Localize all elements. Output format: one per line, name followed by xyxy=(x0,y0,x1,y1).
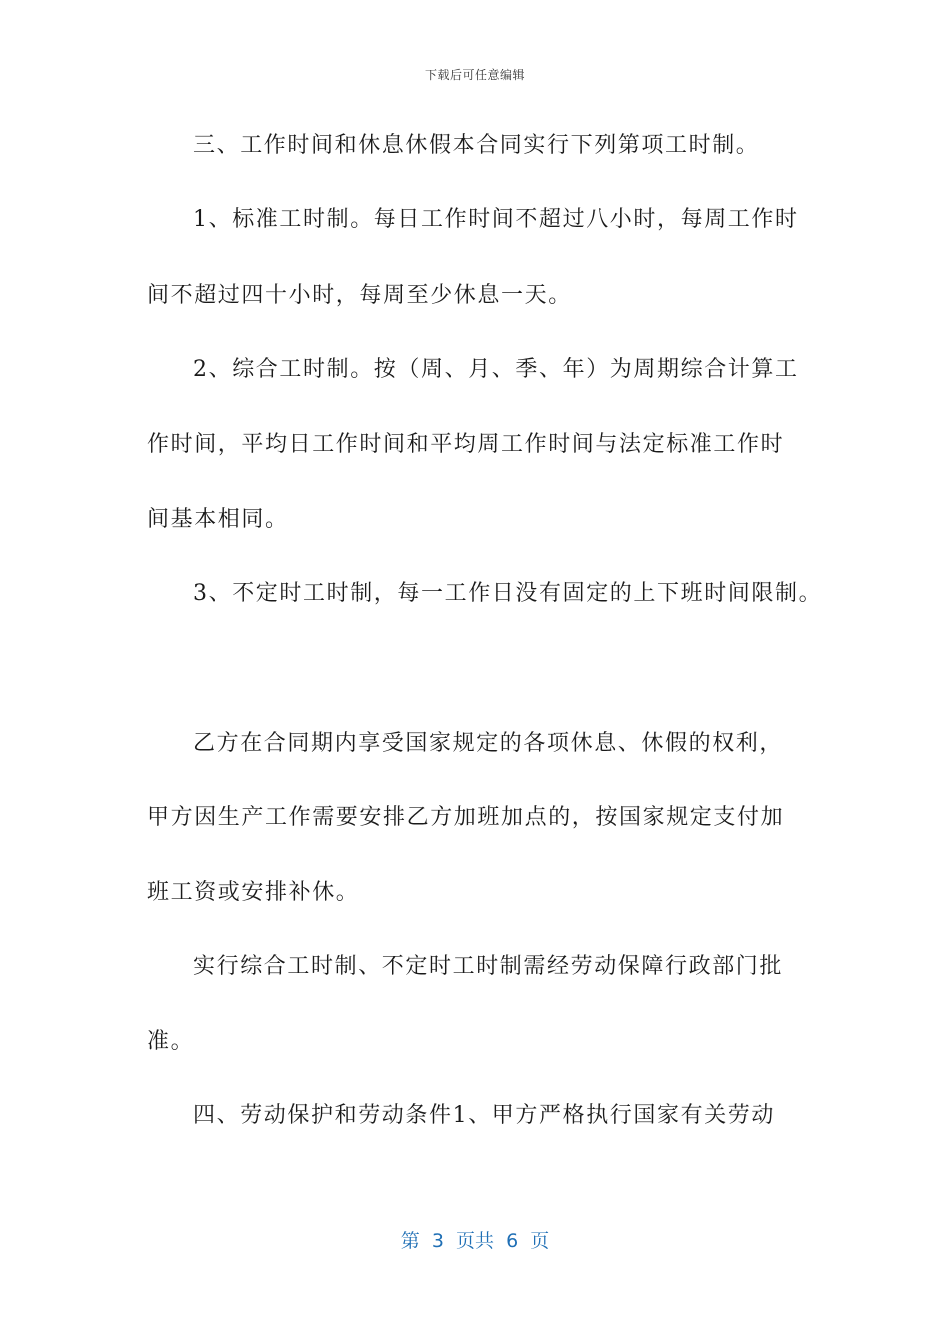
paragraph-line: 甲方因生产工作需要安排乙方加班加点的，按国家规定支付加 xyxy=(147,805,785,830)
paragraph-line: 乙方在合同期内享受国家规定的各项休息、休假的权利， xyxy=(193,731,784,756)
paragraph-line: 作时间，平均日工作时间和平均周工作时间与法定标准工作时 xyxy=(147,432,785,457)
paragraph-line: 2、综合工时制。按（周、月、季、年）为周期综合计算工 xyxy=(193,357,799,382)
header-note: 下载后可任意编辑 xyxy=(424,68,525,82)
paragraph-line: 三、工作时间和休息休假本合同实行下列第项工时制。 xyxy=(193,133,760,158)
paragraph-line: 准。 xyxy=(147,1029,195,1054)
paragraph-line: 间基本相同。 xyxy=(147,507,289,532)
paragraph-line: 3、不定时工时制，每一工作日没有固定的上下班时间限制。 xyxy=(193,581,823,606)
paragraph-line: 实行综合工时制、不定时工时制需经劳动保障行政部门批 xyxy=(193,954,784,979)
page-number: 第 3 页共 6 页 xyxy=(400,1230,550,1252)
paragraph-line: 1、标准工时制。每日工作时间不超过八小时，每周工作时 xyxy=(193,207,799,232)
paragraph-line: 间不超过四十小时，每周至少休息一天。 xyxy=(147,283,572,308)
paragraph-line: 班工资或安排补休。 xyxy=(147,880,360,905)
paragraph-line: 四、劳动保护和劳动条件1、甲方严格执行国家有关劳动 xyxy=(193,1103,775,1128)
